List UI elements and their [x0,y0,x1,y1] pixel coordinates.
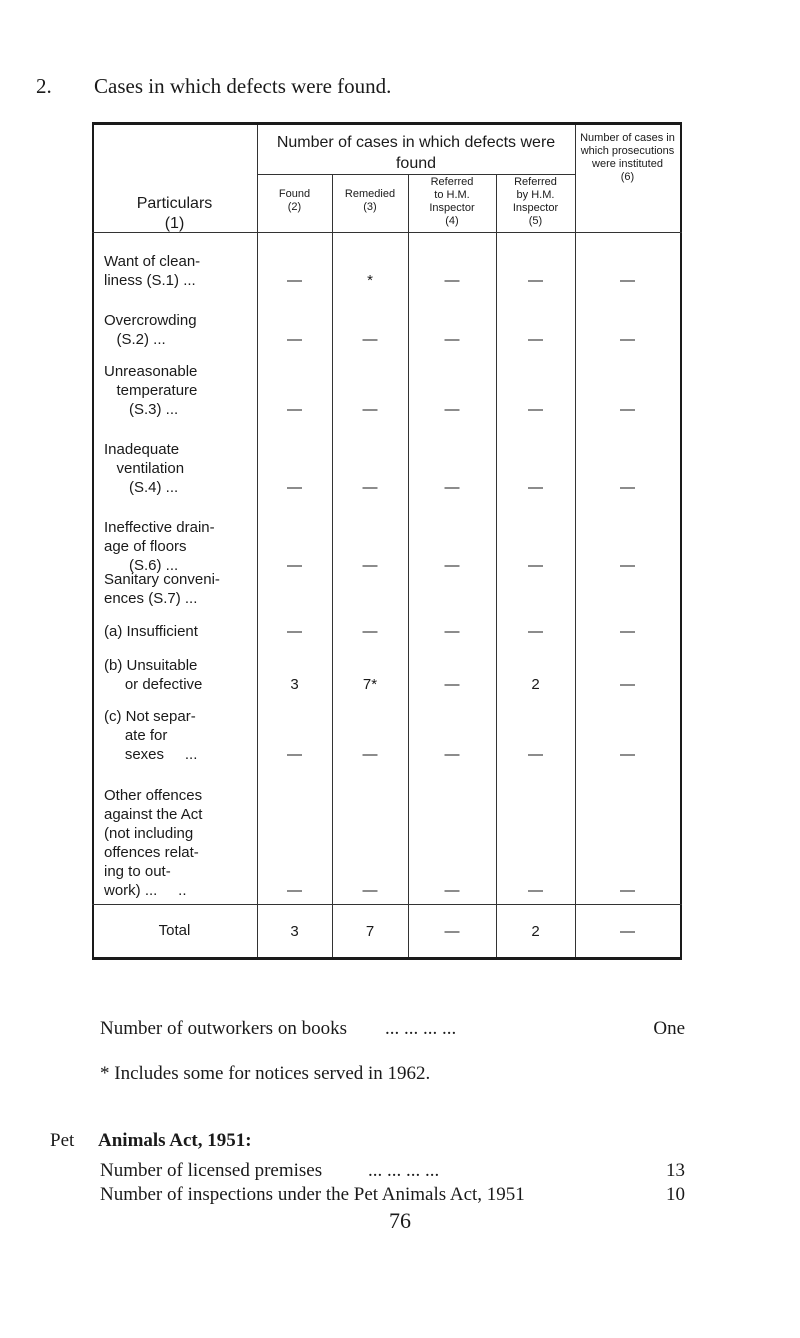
pet-animals-prefix: Pet [50,1130,75,1151]
section-title: Cases in which defects were found. [94,74,392,98]
row-label: (a) Insufficient [104,623,198,640]
col-divider [257,125,258,957]
cell-prosecutions: — [620,401,635,418]
cell-prosecutions: — [620,746,635,763]
section-number: 2. [36,74,52,98]
total-top-rule [92,904,682,905]
row-label: Want of clean- liness (S.1) ... [104,253,201,289]
cell-prosecutions: — [620,882,635,899]
row-label: Sanitary conveni- ences (S.7) ... [104,571,220,607]
referred-by-header-line2: by H.M. [516,189,555,201]
remedied-header [332,188,408,214]
outworkers-value: One [653,1018,685,1039]
referred-by-header-line3: Inspector [512,202,559,214]
total-found: 3 [290,923,299,940]
remedied-header-index: (3) [363,201,377,213]
row-label: Unreasonable temperature (S.3) ... [104,363,198,418]
particulars-header-index: (1) [164,215,185,232]
referred-to-header-index: (4) [445,215,459,227]
cell-found: — [287,557,302,574]
cell-remedied: 7* [362,676,378,693]
total-label: Total [158,922,191,939]
licensed-premises-leader-dots: ... ... ... ... [368,1160,440,1181]
group-header: Number of cases in which defects were found [276,134,556,172]
cell-prosecutions: — [620,676,635,693]
page-number: 76 [389,1208,411,1233]
remedied-header-text: Remedied [344,188,396,200]
cell-prosecutions: — [620,623,635,640]
referred-by-header-index: (5) [528,215,543,227]
cell-referred-to: — [444,401,460,418]
referred-to-header [408,176,496,228]
cell-prosecutions: — [620,272,635,289]
cell-remedied: * [367,272,373,289]
cell-found: — [287,623,302,640]
group-header-rule [257,174,575,175]
cell-referred-by: — [528,746,543,763]
found-header-text: Found [278,188,311,200]
licensed-premises-line [100,1159,685,1183]
cell-remedied: — [362,557,378,574]
referred-by-header [496,176,575,228]
cell-remedied: — [362,746,378,763]
total-remedied: 7 [365,923,375,940]
cell-remedied: — [362,479,378,496]
col-divider [575,125,576,957]
pet-animals-title: Animals Act, 1951: [98,1130,252,1151]
particulars-header [92,194,257,234]
cell-remedied: — [362,882,378,899]
table-left-rule [92,122,94,960]
cell-referred-by: — [528,479,543,496]
referred-to-header-line1: Referred [430,176,474,188]
cell-referred-to: — [444,882,460,899]
inspections-line [100,1183,685,1207]
total-referred-to: — [444,923,460,940]
section-heading [36,74,391,99]
inspections-label: Number of inspections under the Pet Animals Act, 1951 [100,1184,525,1205]
cell-found: — [287,479,302,496]
table-bottom-rule [92,957,682,960]
outworkers-label: Number of outworkers on books [100,1018,347,1039]
row-label: Ineffective drain- age of floors (S.6) ... [104,519,215,574]
cell-found: — [287,272,302,289]
referred-to-header-line2: to H.M. [434,189,470,201]
licensed-premises-label: Number of licensed premises [100,1160,323,1181]
cell-referred-to: — [444,331,460,348]
licensed-premises-value: 13 [666,1160,685,1181]
cell-referred-by: — [528,272,543,289]
table-right-rule [680,122,682,960]
found-header-index: (2) [287,201,302,213]
cell-referred-to: — [444,746,460,763]
cell-referred-by: — [528,882,543,899]
cell-found: — [287,746,302,763]
defects-table [92,122,682,960]
row-label: Inadequate ventilation (S.4) ... [104,441,185,496]
cell-found: — [287,331,302,348]
cell-found: — [287,401,302,418]
row-label: Overcrowding (S.2) ... [104,312,197,348]
inspections-value: 10 [666,1184,685,1205]
cell-referred-by: — [528,623,543,640]
row-label: (c) Not separ- ate for sexes ... [104,708,198,763]
table-top-rule [92,122,682,125]
total-referred-by: 2 [531,923,540,940]
row-label: Other offences against the Act (not including offences relat- ing to out- work) ... .. [104,787,203,899]
referred-to-header-line3: Inspector [429,202,475,214]
cell-found: — [287,882,302,899]
cell-prosecutions: — [620,557,635,574]
cell-referred-by: 2 [531,676,540,693]
cell-prosecutions: — [620,331,635,348]
cell-referred-by: — [528,331,543,348]
cell-referred-by: — [528,557,543,574]
cell-remedied: — [362,401,378,418]
cell-referred-to: — [444,272,460,289]
cell-prosecutions: — [620,479,635,496]
cell-referred-by: — [528,401,543,418]
cell-referred-to: — [444,623,460,640]
cell-referred-to: — [444,479,460,496]
prosecutions-header [575,132,680,184]
total-prosecutions: — [620,923,635,940]
cell-referred-to: — [444,676,460,693]
particulars-header-text: Particulars [136,195,213,212]
outworkers-leader-dots: ... ... ... ... [385,1018,457,1039]
cell-remedied: — [362,623,378,640]
outworkers-line [100,1017,685,1041]
found-header [257,188,332,214]
footnote: * Includes some for notices served in 1962. [100,1063,431,1084]
prosecutions-header-text: Number of cases in which prosecutions were instituted [580,132,675,170]
cell-remedied: — [362,331,378,348]
prosecutions-header-index: (6) [620,171,635,183]
cell-referred-to: — [444,557,460,574]
cell-found: 3 [290,676,299,693]
referred-by-header-line1: Referred [514,176,557,188]
pet-animals-heading [50,1130,252,1152]
row-label: (b) Unsuitable or defective [104,657,203,693]
